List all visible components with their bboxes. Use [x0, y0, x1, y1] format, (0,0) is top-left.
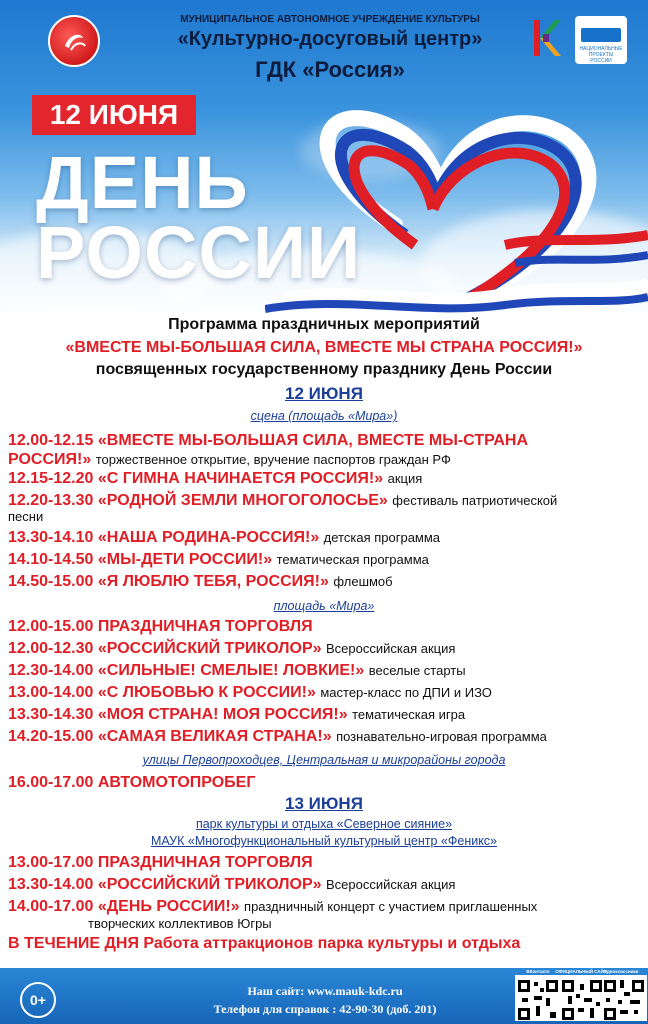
event-item: 13.00-14.00 «С ЛЮБОВЬЮ К РОССИИ!» мастер-класс по ДПИ и ИЗО [8, 684, 492, 701]
holiday-title-line1: ДЕНЬ [36, 141, 249, 224]
event-item: 12.00-15.00 ПРАЗДНИЧНАЯ ТОРГОВЛЯ [8, 618, 313, 635]
event-item-cont: песни [8, 509, 44, 524]
day-heading-june-13: 13 ИЮНЯ [285, 794, 363, 813]
event-item: 13.30-14.30 «МОЯ СТРАНА! МОЯ РОССИЯ!» тематическая игра [8, 706, 466, 723]
qr-code-site-icon[interactable] [560, 978, 604, 1022]
qr-code-vk-icon[interactable] [516, 978, 560, 1022]
event-item: 12.15-12.20 «С ГИМНА НАЧИНАЕТСЯ РОССИЯ!» акция [8, 470, 423, 487]
phone-info: Телефон для справок : 42-90-30 (доб. 201) [213, 1002, 437, 1016]
qr-caption-vk: ВКонтакте [526, 969, 550, 974]
event-item: 12.20-13.30 «РОДНОЙ ЗЕМЛИ МНОГОГОЛОСЬЕ» фестиваль патриотической [8, 492, 558, 509]
culture-k-logo-icon [531, 16, 561, 60]
tricolor-heart-icon [265, 95, 648, 316]
event-item-cont: РОССИЯ!» торжественное открытие, вручение паспортов граждан РФ [8, 451, 451, 468]
event-item: 14.00-17.00 «ДЕНЬ РОССИИ!» праздничный концерт с участием приглашенных [8, 898, 538, 915]
event-item: 14.20-15.00 «САМАЯ ВЕЛИКАЯ СТРАНА!» познавательно-игровая программа [8, 728, 547, 745]
program-dedication: посвященных государственному празднику День России [95, 361, 553, 378]
event-item: 12.00-12.30 «РОССИЙСКИЙ ТРИКОЛОР» Всероссийская акция [8, 640, 456, 657]
org-logo [48, 15, 100, 67]
event-item: 13.30-14.00 «РОССИЙСКИЙ ТРИКОЛОР» Всероссийская акция [8, 876, 456, 893]
holiday-title-line2: РОССИИ [36, 211, 362, 294]
event-item-cont: творческих коллективов Югры [88, 916, 272, 931]
event-item: 12.30-14.00 «СИЛЬНЫЕ! СМЕЛЫЕ! ЛОВКИЕ!» веселые старты [8, 662, 466, 679]
day-heading-june-12: 12 ИЮНЯ [285, 384, 363, 403]
org-name: «Культурно-досуговый центр» [177, 28, 483, 50]
qr-code-ok-icon[interactable] [602, 978, 646, 1022]
event-item: 16.00-17.00 АВТОМОТОПРОБЕГ [8, 774, 256, 791]
venue-park: парк культуры и отдыха «Северное сияние» [195, 817, 453, 831]
hero-banner [0, 0, 648, 316]
qr-caption-ok: Одноклассники [603, 969, 639, 974]
event-item: 13.00-17.00 ПРАЗДНИЧНАЯ ТОРГОВЛЯ [8, 854, 313, 871]
program-slogan: «ВМЕСТЕ МЫ-БОЛЬШАЯ СИЛА, ВМЕСТЕ МЫ СТРАНА РОССИЯ!» [65, 339, 583, 356]
program-heading: Программа праздничных мероприятий [168, 316, 480, 333]
event-date-badge: 12 ИЮНЯ [32, 95, 196, 135]
qr-caption-site: ОФИЦИАЛЬНЫЙ САЙТ [555, 969, 607, 974]
event-item: 12.00-12.15 «ВМЕСТЕ МЫ-БОЛЬШАЯ СИЛА, ВМЕСТЕ МЫ-СТРАНА [8, 432, 529, 449]
org-type: МУНИЦИПАЛЬНОЕ АВТОНОМНОЕ УЧРЕЖДЕНИЕ КУЛЬТУРЫ [180, 14, 480, 25]
swirl-logo-icon [59, 26, 89, 56]
all-day-notice: В ТЕЧЕНИЕ ДНЯ Работа аттракционов парка культуры и отдыха [8, 935, 521, 952]
venue-square: площадь «Мира» [273, 599, 375, 613]
event-item: 13.30-14.10 «НАША РОДИНА-РОССИЯ!» детская программа [8, 529, 441, 546]
venue-culture-center: МАУК «Многофункциональный культурный центр «Феникс» [150, 834, 498, 848]
event-item: 14.10-14.50 «МЫ-ДЕТИ РОССИИ!» тематическая программа [8, 551, 429, 568]
age-rating-badge: 0+ [20, 982, 56, 1018]
national-project-logo: НАЦИОНАЛЬНЫЕ ПРОЕКТЫ РОССИИ [575, 16, 627, 64]
event-item: 14.50-15.00 «Я ЛЮБЛЮ ТЕБЯ, РОССИЯ!» флешмоб [8, 573, 393, 590]
venue-streets: улицы Первопроходцев, Центральная и микрорайоны города [142, 753, 506, 767]
venue-stage: сцена (площадь «Мира») [250, 409, 398, 423]
venue-name: ГДК «Россия» [255, 57, 405, 82]
website-link[interactable]: Наш сайт: www.mauk-kdc.ru [247, 984, 403, 998]
